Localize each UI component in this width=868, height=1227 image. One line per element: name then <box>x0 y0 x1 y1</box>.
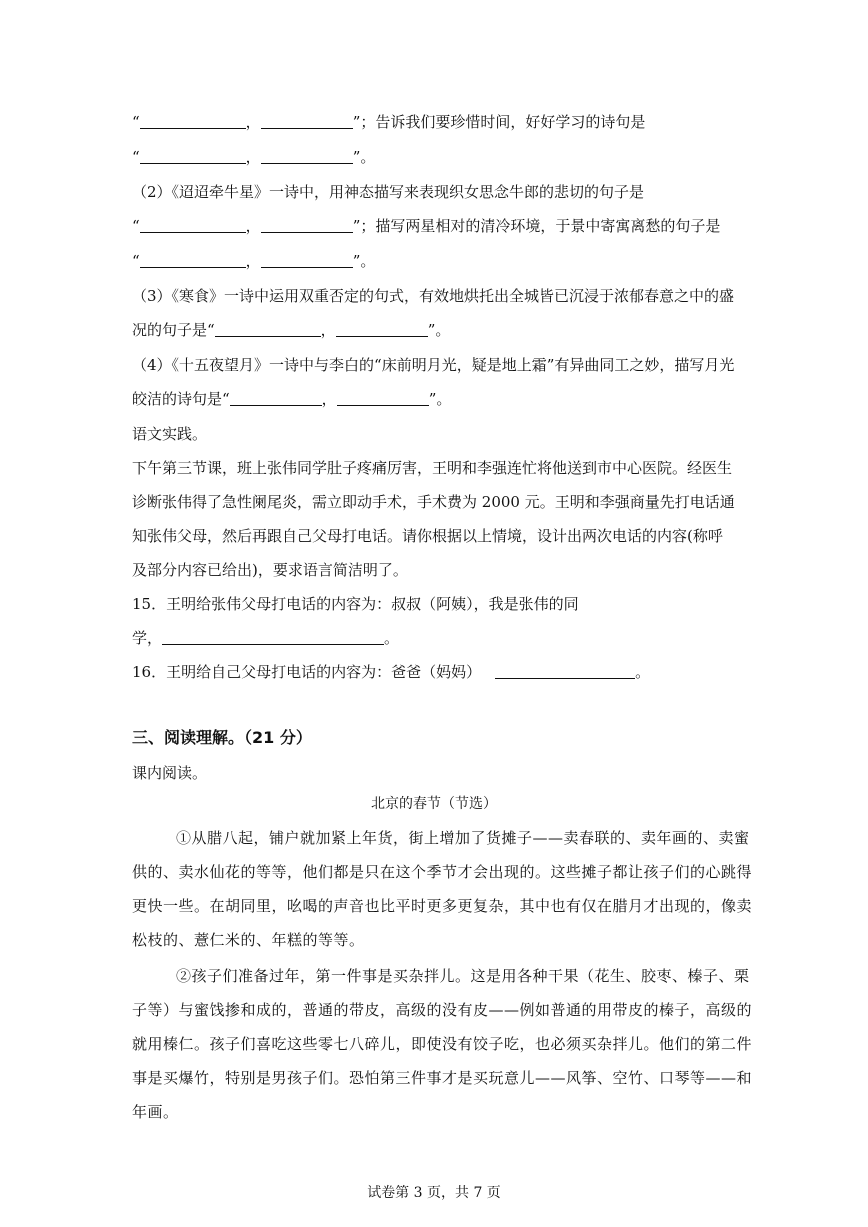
question-16: 16．王明给自己父母打电话的内容为：爸爸（妈妈） 。 <box>132 663 651 681</box>
passage-text: 就用榛仁。孩子们喜吃这些零七八碎儿，即使没有饺子吃，也必须买杂拌儿。他们的第二件 <box>132 1035 753 1053</box>
answer-blank[interactable] <box>215 321 321 337</box>
answer-blank[interactable] <box>261 252 353 268</box>
passage-text: 松枝的、薏仁米的、年糕的等等。 <box>132 931 365 949</box>
practice-text: 及部分内容已给出)，要求语言简洁明了。 <box>132 561 408 579</box>
fill-blank-line-5: 况的句子是“ ， ”。 <box>132 321 451 339</box>
passage-title: 北京的春节（节选） <box>371 796 497 812</box>
question-15-answer-line: 学， 。 <box>132 629 400 647</box>
practice-text: 下午第三节课，班上张伟同学肚子疼痛厉害，王明和李强连忙将他送到市中心医院。经医生 <box>132 459 733 477</box>
fill-blank-line-4: “ ， ”。 <box>132 252 376 270</box>
answer-blank[interactable] <box>261 113 353 129</box>
answer-blank[interactable] <box>140 148 246 164</box>
practice-text: 诊断张伟得了急性阑尾炎，需立即动手术，手术费为 2000 元。王明和李强商量先打电话通 <box>132 493 735 511</box>
fill-blank-line-3: “ ， ”；描写两星相对的清冷环境，于景中寄寓离愁的句子是 <box>132 217 721 235</box>
section-heading: 三、阅读理解。（21 分） <box>132 728 312 747</box>
answer-blank[interactable] <box>336 321 428 337</box>
question-3: （3）《寒食》一诗中运用双重否定的句式，有效地烘托出全城皆已沉浸于浓郁春意之中的盛 <box>132 287 735 305</box>
question-2: （2）《迢迢牵牛星》一诗中，用神态描写来表现织女思念牛郎的悲切的句子是 <box>132 183 645 201</box>
passage-text: 供的、卖水仙花的等等，他们都是只在这个季节才会出现的。这些摊子都让孩子们的心跳得 <box>132 863 753 881</box>
answer-blank[interactable] <box>337 390 429 406</box>
passage-text: ①从腊八起，铺户就加紧上年货，街上增加了货摊子——卖春联的、卖年画的、卖蜜 <box>176 829 750 847</box>
passage-text: 事是买爆竹，特别是男孩子们。恐怕第三件事才是买玩意儿——风筝、空竹、口琴等——和 <box>132 1069 753 1087</box>
answer-blank[interactable] <box>261 148 353 164</box>
practice-text: 知张伟父母，然后再跟自己父母打电话。请你根据以上情境，设计出两次电话的内容(称呼 <box>132 527 723 545</box>
answer-blank[interactable] <box>230 390 322 406</box>
practice-label: 语文实践。 <box>132 425 208 443</box>
answer-blank[interactable] <box>140 217 246 233</box>
page-footer: 试卷第 3 页，共 7 页 <box>367 1185 501 1201</box>
passage-text: 更快一些。在胡同里，吆喝的声音也比平时更多更复杂，其中也有仅在腊月才出现的，像卖 <box>132 897 753 915</box>
question-4: （4）《十五夜望月》一诗中与李白的“床前明月光，疑是地上霜”有异曲同工之妙，描写月光 <box>132 356 735 374</box>
passage-text: ②孩子们准备过年，第一件事是买杂拌儿。这是用各种干果（花生、胶枣、榛子、栗 <box>176 967 750 985</box>
answer-blank[interactable] <box>261 217 353 233</box>
answer-blank[interactable] <box>495 663 635 679</box>
answer-blank[interactable] <box>140 252 246 268</box>
in-class-reading-label: 课内阅读。 <box>132 764 208 782</box>
passage-text: 子等）与蜜饯掺和成的，普通的带皮，高级的没有皮——例如普通的用带皮的榛子，高级的 <box>132 1001 753 1019</box>
fill-blank-line-6: 皎洁的诗句是“ ， ”。 <box>132 390 452 408</box>
fill-blank-line-1: “ ， ”；告诉我们要珍惜时间，好好学习的诗句是 <box>132 113 646 131</box>
answer-blank[interactable] <box>140 113 246 129</box>
passage-text: 年画。 <box>132 1103 179 1121</box>
answer-blank[interactable] <box>162 629 384 645</box>
question-15: 15．王明给张伟父母打电话的内容为：叔叔（阿姨），我是张伟的同 <box>132 595 579 613</box>
fill-blank-line-2: “ ， ”。 <box>132 148 376 166</box>
